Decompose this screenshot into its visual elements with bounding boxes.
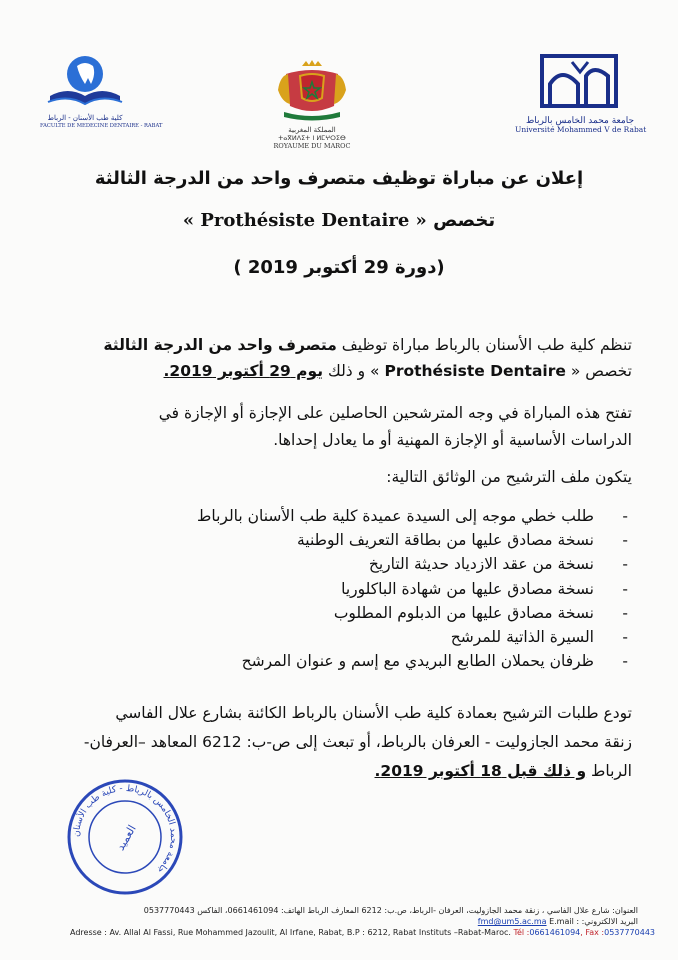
deadline-date: و ذلك قبل 18 أكتوبر 2019.: [374, 762, 587, 780]
footer-address-fr: [70, 928, 656, 937]
footer-email-label-fr: E.mail :: [549, 917, 580, 926]
exam-date: يوم 29 أكتوبر 2019.: [163, 362, 324, 380]
footer-address-ar: العنوان: شارع علال الفاسي ، زنقة محمد الجازوليت، العرفان -الرباط، ص.ب: 6212 المعارف الرباط الهاتف: 0661461094، الفاكس 0537770443: [143, 906, 638, 915]
royal-caption-fr: ROYAUME DU MAROC: [273, 142, 351, 150]
royal-caption-tifinagh: ⵜⴰⴳⵍⴷⵉⵜ ⵏ ⵍⵎⵖⵔⵉⴱ: [278, 134, 346, 142]
position-title: متصرف واحد من الدرجة الثالثة: [103, 336, 337, 354]
documents-list: [188, 504, 628, 673]
intro-text: تنظم كلية طب الأسنان بالرباط مباراة توظيف: [336, 336, 632, 354]
submission-line-2: زنقة محمد الجازوليت - العرفان بالرباط، أو تبعث إلى ص-ب: 6212 المعاهد –العرفان-: [83, 733, 632, 751]
royal-emblem: [262, 60, 362, 150]
specialty-label: تخصص: [433, 210, 496, 231]
announcement-title: إعلان عن مباراة توظيف متصرف واحد من الدرجة الثالثة: [94, 168, 584, 189]
coat-of-arms-icon: [272, 60, 352, 122]
royal-caption-ar: المملكة المغربية: [288, 126, 336, 134]
intro-line-2: [164, 362, 632, 380]
session-date-title: (دورة 29 أكتوبر 2019 ): [233, 257, 445, 278]
submission-line-3: [375, 762, 632, 780]
footer-fax-label: , Fax :: [580, 928, 605, 937]
date-prefix: » و ذلك: [323, 362, 385, 380]
submission-line-1: تودع طلبات الترشيح بعمادة كلية طب الأسنان بالرباط الكائنة بشارع علال الفاسي: [115, 704, 632, 722]
footer-email[interactable]: fmd@um5.ac.ma: [477, 917, 547, 926]
faculty-logo-caption-ar: كلية طب الأسنان - الرباط: [47, 114, 123, 122]
list-item: -نسخة مصادق عليها من بطاقة التعريف الوطنية: [296, 531, 628, 550]
specialty-prefix: تخصص «: [565, 362, 632, 380]
city-text: الرباط: [586, 762, 632, 780]
list-item: -طلب خطي موجه إلى السيدة عميدة كلية طب الأسنان بالرباط: [197, 507, 628, 525]
specialty-name: « Prothésiste Dentaire »: [182, 210, 427, 231]
list-item: -نسخة مصادق عليها من الدبلوم المطلوب: [333, 603, 628, 622]
university-caption-fr: Université Mohammed V de Rabat: [515, 125, 647, 134]
faculty-logo: [40, 52, 163, 130]
documents-intro: يتكون ملف الترشيح من الوثائق التالية:: [386, 468, 632, 486]
footer-tel: 0661461094: [529, 928, 581, 937]
university-caption-ar: جامعة محمد الخامس بالرباط: [525, 116, 635, 126]
eligibility-line-1: تفتح هذه المباراة في وجه المترشحين الحاصلين على الإجازة أو الإجازة في: [158, 404, 632, 422]
tooth-book-icon: [40, 52, 130, 110]
list-item: -السيرة الذاتية للمرشح: [450, 627, 628, 646]
eligibility-line-2: الدراسات الأساسية أو الإجازة المهنية أو ما يعادل إحداها.: [273, 431, 632, 449]
official-stamp: [66, 778, 184, 896]
footer-email-label-ar: البريد الالكتروني:: [581, 917, 638, 926]
list-item: -ظرفان يحملان الطابع البريدي مع إسم و عنوان المرشح: [241, 652, 628, 671]
list-item: -نسخة مصادق عليها من شهادة الباكلوريا: [341, 579, 628, 598]
list-item: -نسخة من عقد الازدياد حديثة التاريخ: [368, 555, 628, 574]
stamp-ring-text: جامعة محمد الخامس بالرباط - كلية طب الأسنان: [71, 783, 179, 875]
university-logo: [515, 52, 645, 134]
university-arch-icon: [532, 52, 628, 112]
specialty-title: [0, 210, 678, 231]
stamp-center-text: العميد: [113, 822, 139, 853]
footer-fax: 0537770443: [604, 928, 656, 937]
intro-line-1: [103, 336, 632, 354]
specialty-inline: Prothésiste Dentaire: [384, 362, 566, 380]
footer-email-line: [70, 917, 638, 926]
footer-tel-label: Tél :: [513, 928, 530, 937]
faculty-logo-caption-fr: FACULTE DE MEDECINE DENTAIRE - RABAT: [40, 123, 163, 129]
footer-address-text: Adresse : Av. Allal Al Fassi, Rue Mohammed Jazoulit, Al Irfane, Rabat, B.P : 6212, Rabat Instituts –Rabat-Maroc.: [70, 928, 514, 937]
